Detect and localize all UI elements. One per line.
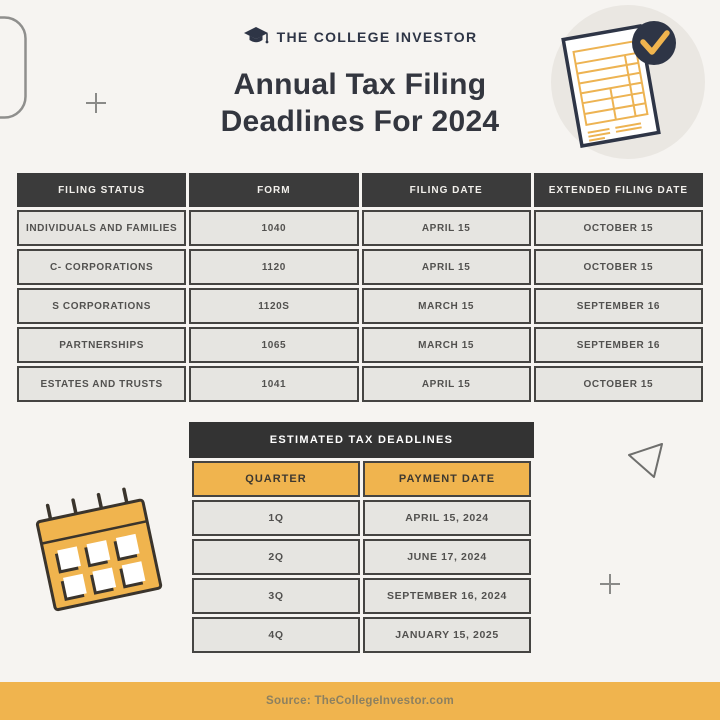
cell-payment-date: JUNE 17, 2024 [363, 539, 531, 575]
col-payment-date: PAYMENT DATE [363, 461, 531, 497]
footer-band [0, 682, 720, 720]
filing-table-header [17, 173, 703, 207]
page-title-line1: Annual Tax Filing [233, 68, 487, 101]
cell-filing-date: APRIL 15 [362, 210, 531, 246]
page-title-line2: Deadlines For 2024 [220, 105, 500, 138]
cell-form: 1120S [189, 288, 358, 324]
cell-extended-date: OCTOBER 15 [534, 366, 703, 402]
cell-extended-date: OCTOBER 15 [534, 210, 703, 246]
cell-filing-date: APRIL 15 [362, 366, 531, 402]
cell-payment-date: SEPTEMBER 16, 2024 [363, 578, 531, 614]
cell-filing-date: MARCH 15 [362, 288, 531, 324]
cell-form: 1040 [189, 210, 358, 246]
table-row [17, 366, 703, 402]
table-row [17, 288, 703, 324]
cell-filing-status: PARTNERSHIPS [17, 327, 186, 363]
triangle-outline-icon [618, 436, 670, 486]
cell-extended-date: SEPTEMBER 16 [534, 327, 703, 363]
estimated-tax-deadlines-panel [189, 422, 534, 656]
filing-deadlines-table [14, 170, 706, 405]
cell-extended-date: SEPTEMBER 16 [534, 288, 703, 324]
table-row [17, 210, 703, 246]
filing-table-header-row [17, 173, 703, 207]
cell-form: 1041 [189, 366, 358, 402]
cell-payment-date: APRIL 15, 2024 [363, 500, 531, 536]
cell-extended-date: OCTOBER 15 [534, 249, 703, 285]
cell-quarter: 2Q [192, 539, 360, 575]
col-filing-date: FILING DATE [362, 173, 531, 207]
col-quarter: QUARTER [192, 461, 360, 497]
table-row [192, 500, 531, 536]
estimated-header-row [192, 461, 531, 497]
graduation-cap-icon [243, 26, 269, 48]
estimated-table-header [192, 461, 531, 497]
cell-form: 1065 [189, 327, 358, 363]
table-row [192, 539, 531, 575]
tax-form-checkmark-illustration [550, 2, 710, 162]
cell-payment-date: JANUARY 15, 2025 [363, 617, 531, 653]
table-row [17, 327, 703, 363]
col-filing-status: FILING STATUS [17, 173, 186, 207]
estimated-table-title: ESTIMATED TAX DEADLINES [189, 422, 534, 458]
cell-form: 1120 [189, 249, 358, 285]
calendar-icon [22, 470, 174, 620]
col-extended-filing-date: EXTENDED FILING DATE [534, 173, 703, 207]
cell-filing-status: S CORPORATIONS [17, 288, 186, 324]
cell-filing-status: ESTATES AND TRUSTS [17, 366, 186, 402]
col-form: FORM [189, 173, 358, 207]
estimated-tax-table [189, 458, 534, 656]
cell-filing-status: C- CORPORATIONS [17, 249, 186, 285]
plus-icon [598, 572, 622, 596]
table-row [192, 617, 531, 653]
brand-name: THE COLLEGE INVESTOR [276, 29, 478, 45]
cell-quarter: 1Q [192, 500, 360, 536]
cell-quarter: 3Q [192, 578, 360, 614]
checkmark-badge-icon [632, 21, 676, 65]
cell-filing-status: INDIVIDUALS AND FAMILIES [17, 210, 186, 246]
cell-quarter: 4Q [192, 617, 360, 653]
table-row [192, 578, 531, 614]
table-row [17, 249, 703, 285]
cell-filing-date: APRIL 15 [362, 249, 531, 285]
cell-filing-date: MARCH 15 [362, 327, 531, 363]
source-credit: Source: TheCollegeInvestor.com [266, 695, 454, 707]
